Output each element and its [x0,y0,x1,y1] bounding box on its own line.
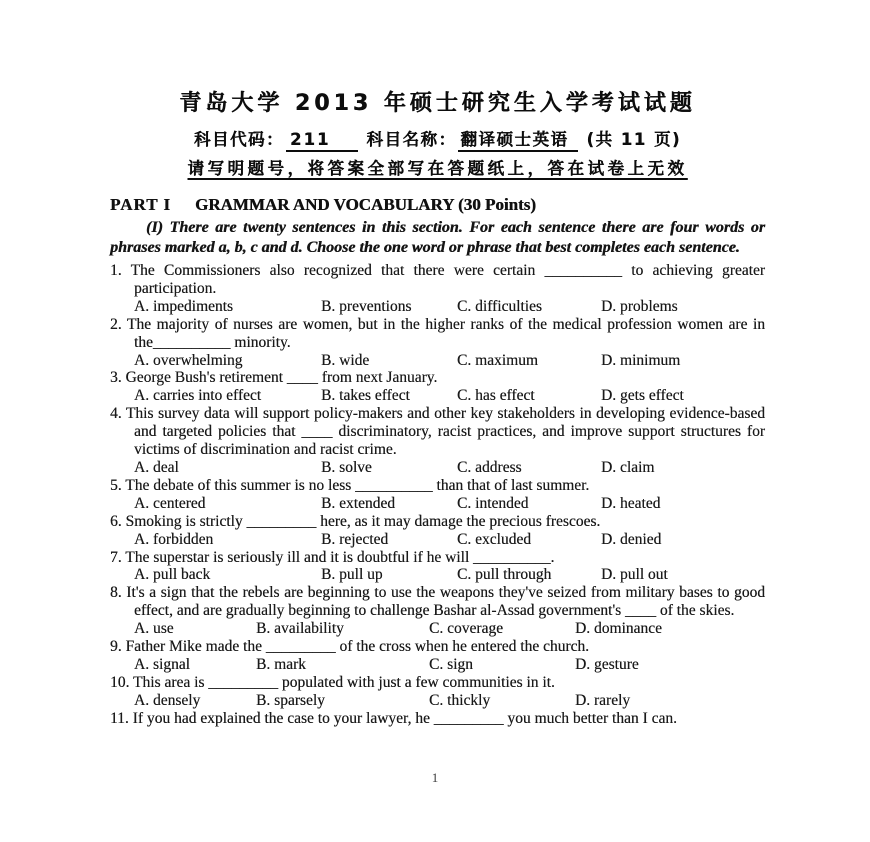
question-item [110,477,765,513]
question-item [110,549,765,585]
question-item [110,674,765,710]
exam-title: 青岛大学 2013 年硕士研究生入学考试试题 [179,91,696,116]
option-choice: C. coverage [429,620,504,638]
option-choice: C. intended [457,494,529,512]
option-choice: B. extended [321,494,396,512]
option-choice: C. maximum [457,351,538,369]
section-instructions: (I) There are twenty sentences in this section. For each sentence there are four words or phrases marked a, b, c and d. Choose the one word or phrase that best completes each sentence. [110,219,765,256]
option-choice: A. deal [134,458,179,476]
option-choice: A. overwhelming [134,351,243,369]
question-item [110,513,765,549]
question-item [110,710,765,728]
question-options-row [110,387,765,405]
total-pages-note: (共 11 页) [586,130,681,149]
option-choice: A. signal [134,655,190,673]
question-item [110,369,765,405]
question-text: 7. The superstar is seriously ill and it is doubtful if he will __________. [110,548,555,566]
exam-header [110,86,765,179]
question-text: 2. The majority of nurses are women, but in the higher ranks of the medical profession women are in the__________ minority. [110,315,765,351]
question-text: 4. This survey data will support policy-makers and other key stakeholders in developing evidence-based and targeted policies that ____ discriminatory, racist practices, and improve support structures for victims of discrimination and racist crime. [110,405,765,459]
question-item [110,638,765,674]
option-choice: B. preventions [321,297,412,315]
question-text: 8. It's a sign that the rebels are beginning to use the weapons they've seized from military bases to good effect, and are gradually beginning to challenge Bashar al-Assad government's ____ of the skies. [110,584,765,620]
option-choice: D. denied [601,530,662,548]
option-choice: B. availability [256,620,344,638]
question-text: 11. If you had explained the case to your lawyer, he _________ you much better than I can. [110,709,677,727]
subject-code-label: 科目代码： [194,130,284,149]
question-item [110,405,765,477]
option-choice: A. centered [134,494,206,512]
page-number: 1 [431,770,439,785]
question-options-row [110,298,765,316]
option-choice: D. gesture [575,655,639,673]
subject-name-label: 科目名称： [366,130,457,149]
option-choice: B. solve [321,458,372,476]
question-options-row [110,352,765,370]
question-text: 1. The Commissioners also recognized that there were certain __________ to achieving greater participation. [110,262,765,297]
option-choice: D. pull out [601,566,668,584]
question-options-row [110,531,765,549]
question-options-row [110,656,765,674]
option-choice: D. heated [601,494,661,512]
option-choice: C. pull through [457,566,552,584]
question-options-row [110,495,765,513]
question-text: 9. Father Mike made the _________ of the cross when he entered the church. [110,638,590,656]
option-choice: A. carries into effect [134,387,262,405]
question-options-row [110,692,765,710]
subject-line [110,126,765,150]
option-choice: C. address [457,458,522,476]
option-choice: A. pull back [134,566,211,584]
question-options-row [110,620,765,638]
option-choice: C. sign [429,655,473,673]
answer-sheet-note: 请写明题号，将答案全部写在答题纸上，答在试卷上无效 [187,159,688,178]
option-choice: D. minimum [601,351,681,369]
option-choice: A. impediments [134,297,234,315]
subject-code-value: 211 [286,130,358,152]
option-choice: C. has effect [457,387,535,405]
option-choice: A. densely [134,691,201,709]
part-title: GRAMMAR AND VOCABULARY (30 Points) [194,195,536,214]
option-choice: B. takes effect [321,387,410,405]
part-label: PART I [110,195,171,214]
question-options-row [110,566,765,584]
subject-name-value: 翻译硕士英语 [458,130,578,152]
part-one-section [110,195,765,728]
option-choice: D. problems [601,297,678,315]
question-list [110,262,765,728]
option-choice: B. pull up [321,566,383,584]
question-item [110,262,765,316]
option-choice: D. dominance [575,620,662,638]
question-options-row [110,459,765,477]
question-text: 5. The debate of this summer is no less __________ than that of last summer. [110,476,590,494]
question-text: 6. Smoking is strictly _________ here, as it may damage the precious frescoes. [110,512,601,530]
question-text: 3. George Bush's retirement ____ from next January. [110,369,438,387]
option-choice: B. rejected [321,530,389,548]
option-choice: B. wide [321,351,370,369]
part-heading [110,195,765,215]
question-item [110,584,765,638]
option-choice: D. rarely [575,691,631,709]
option-choice: A. use [134,620,174,638]
option-choice: A. forbidden [134,530,214,548]
option-choice: D. gets effect [601,387,684,405]
option-choice: D. claim [601,458,655,476]
question-text: 10. This area is _________ populated with just a few communities in it. [110,673,555,691]
option-choice: B. mark [256,655,306,673]
option-choice: C. excluded [457,530,532,548]
question-item [110,316,765,370]
option-choice: C. difficulties [457,297,542,315]
option-choice: B. sparsely [256,691,325,709]
option-choice: C. thickly [429,691,491,709]
